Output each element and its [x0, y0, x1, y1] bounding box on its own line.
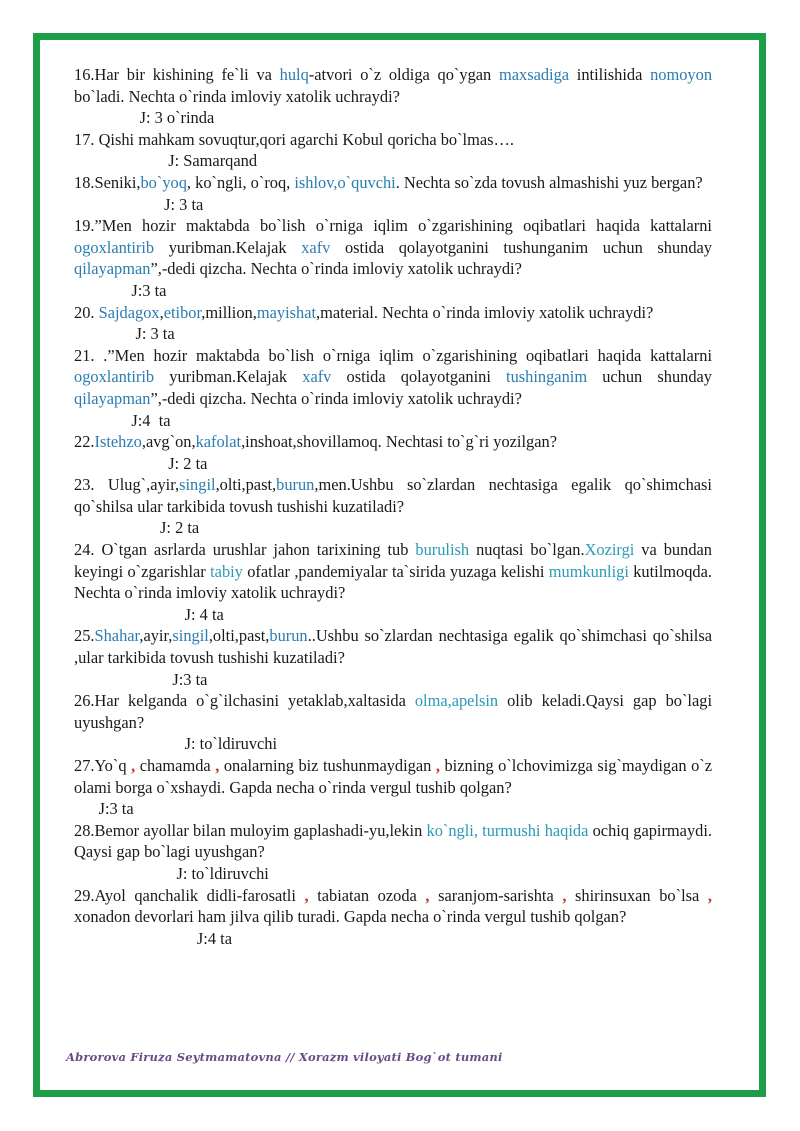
- text-segment: 24. O`tgan asrlarda urushlar jahon tarixining tub: [74, 540, 416, 560]
- text-segment: 27.Yo`q: [74, 756, 132, 775]
- question-block: [74, 172, 712, 215]
- text-segment: 17. Qishi mahkam sovuqtur,qori agarchi Kobul qoricha bo`lmas….: [74, 129, 514, 149]
- text-segment: 25.: [74, 626, 95, 646]
- text-segment: 20.: [74, 302, 99, 322]
- question-block: [74, 690, 712, 755]
- text-segment: yuribman.Kelajak: [154, 237, 302, 257]
- highlighted-word: xafv: [302, 367, 332, 387]
- text-segment: . Nechta so`zda tovush almashishi yuz bergan?: [395, 172, 703, 192]
- text-segment: tabiatan ozoda: [308, 885, 426, 905]
- text-segment: yuribman.Kelajak: [154, 367, 303, 387]
- question-block: [74, 345, 712, 431]
- highlighted-word: qilayapman: [74, 388, 151, 408]
- answer-line: J: 2 ta: [74, 453, 208, 473]
- answer-line: J: to`ldiruvchi: [74, 863, 269, 883]
- highlighted-word: tushinganim: [506, 367, 588, 387]
- text-segment: 22.: [74, 432, 95, 452]
- question-text: [74, 625, 712, 668]
- highlighted-word: hulq: [279, 65, 309, 84]
- text-segment: ..Ushbu so`zlardan nechtasiga egalik qo`shimchasi qo`shilsa ,ular tarkibida tovush tushishi kuzatiladi?: [74, 626, 712, 668]
- text-segment: ,avg`on,: [141, 432, 196, 452]
- text-segment: va bundan keyingi o`zgarishlar: [74, 540, 712, 581]
- text-segment: 18.Seniki,: [74, 172, 141, 192]
- text-segment: ”,-dedi qizcha. Nechta o`rinda imloviy xatolik uchraydi?: [150, 388, 522, 408]
- text-segment: intilishida: [569, 65, 651, 84]
- answer-line: J: to`ldiruvchi: [74, 734, 278, 754]
- highlighted-word: ishlov,o`quvchi: [294, 172, 396, 192]
- highlighted-word: qilayapman: [74, 259, 151, 279]
- text-segment: 26.Har kelganda o`g`ilchasini yetaklab,xaltasida: [74, 691, 415, 711]
- text-segment: saranjom-sarishta: [429, 885, 563, 905]
- question-text: [74, 302, 712, 324]
- text-segment: ostida qolayotganini tushunganim uchun shunday: [330, 237, 712, 257]
- highlighted-word: Sajdagox: [98, 302, 160, 322]
- question-text: [74, 215, 712, 280]
- missing-comma-mark: ,: [304, 885, 309, 905]
- missing-comma-mark: ,: [425, 885, 430, 905]
- missing-comma-mark: ,: [435, 756, 440, 775]
- question-text: [74, 431, 712, 453]
- answer-line: J: 3 ta: [74, 194, 204, 214]
- answer-line: J:4 ta: [74, 928, 232, 948]
- text-segment: ,material. Nechta o`rinda imloviy xatolik uchraydi?: [316, 302, 654, 322]
- highlighted-word: burulish: [415, 540, 470, 560]
- highlighted-word: xafv: [301, 237, 331, 257]
- highlighted-word: mumkunligi: [548, 561, 629, 581]
- text-segment: onalarning biz tushunmaydigan: [219, 756, 436, 775]
- question-text: [74, 885, 712, 928]
- highlighted-word: nomoyon: [650, 65, 713, 84]
- question-block: [74, 474, 712, 539]
- text-segment: ,men.Ushbu so`zlardan nechtasiga egalik qo`shimchasi qo`shilsa ular tarkibida tovush tushishi kuzatiladi?: [74, 475, 712, 516]
- question-block: [74, 215, 712, 301]
- missing-comma-mark: ,: [562, 885, 567, 905]
- question-text: [74, 755, 712, 798]
- question-block: [74, 885, 712, 950]
- answer-line: J:3 ta: [74, 799, 134, 819]
- text-segment: bo`ladi. Nechta o`rinda imloviy xatolik uchraydi?: [74, 86, 400, 106]
- text-segment: ochiq gapirmaydi. Qaysi gap bo`lagi uyushgan?: [74, 820, 712, 862]
- question-block: [74, 820, 712, 885]
- question-block: [74, 431, 712, 474]
- text-segment: nuqtasi bo`lgan.: [469, 540, 585, 560]
- highlighted-word: olma,apelsin: [414, 691, 499, 711]
- text-segment: ”,-dedi qizcha. Nechta o`rinda imloviy xatolik uchraydi?: [150, 259, 522, 279]
- question-block: [74, 625, 712, 690]
- question-block: [74, 539, 712, 625]
- highlighted-word: etibor: [163, 302, 202, 322]
- highlighted-word: burun: [276, 475, 315, 495]
- text-segment: ,million,: [201, 302, 257, 322]
- highlighted-word: Xozirgi: [584, 540, 635, 560]
- highlighted-word: tabiy: [210, 561, 243, 581]
- text-segment: olib keladi.Qaysi gap bo`lagi uyushgan?: [74, 691, 712, 732]
- text-segment: ,: [159, 302, 164, 322]
- question-text: [74, 64, 712, 107]
- highlighted-word: ko`ngli, turmushi haqida: [426, 820, 589, 840]
- text-segment: 16.Har bir kishining fe`li va: [74, 65, 280, 84]
- text-segment: ,inshoat,shovillamoq. Nechtasi to`g`ri yozilgan?: [241, 432, 557, 452]
- text-segment: 23. Ulug`,ayir,: [74, 475, 180, 495]
- highlighted-word: singil: [179, 475, 216, 495]
- highlighted-word: ogoxlantirib: [74, 367, 155, 387]
- text-segment: chamamda: [135, 756, 216, 775]
- text-segment: ostida qolayotganini: [331, 367, 507, 387]
- answer-line: J: 3 o`rinda: [74, 108, 215, 128]
- text-segment: 21. .”Men hozir maktabda bo`lish o`rniga iqlim o`zgarishining oqibatlari haqida kattalarni: [74, 345, 712, 365]
- missing-comma-mark: ,: [215, 756, 220, 775]
- answer-line: J:3 ta: [74, 280, 167, 300]
- question-block: [74, 755, 712, 820]
- page-frame: [33, 33, 766, 1097]
- text-segment: 19.”Men hozir maktabda bo`lish o`rniga iqlim o`zgarishining oqibatlari haqida kattalarni: [74, 216, 712, 236]
- question-block: [74, 64, 712, 129]
- text-segment: uchun shunday: [587, 367, 713, 387]
- text-segment: shirinsuxan bo`lsa: [566, 885, 708, 905]
- missing-comma-mark: ,: [131, 756, 136, 775]
- author-footer: Abrorova Firuza Seytmamatovna // Xorazm viloyati Bog`ot tumani: [66, 1050, 503, 1064]
- missing-comma-mark: ,: [707, 885, 712, 905]
- question-text: [74, 345, 712, 410]
- answer-line: J:3 ta: [74, 669, 208, 689]
- text-segment: xonadon devorlari ham jilva qilib turadi. Gapda necha o`rinda vergul tushib qolgan?: [74, 907, 627, 927]
- text-segment: 29.Ayol qanchalik didli-farosatli: [74, 885, 305, 905]
- text-segment: bizning o`lchovimizga sig`maydigan o`z olami borga o`xshaydi. Gapda necha o`rinda vergul tushib qolgan?: [74, 756, 713, 797]
- text-segment: 28.Bemor ayollar bilan muloyim gaplashadi-yu,lekin: [74, 820, 427, 840]
- highlighted-word: kafolat: [195, 432, 242, 452]
- question-text: [74, 690, 712, 733]
- highlighted-word: mayishat: [256, 302, 317, 322]
- answer-line: J: 4 ta: [74, 604, 224, 624]
- highlighted-word: burun: [269, 626, 308, 646]
- highlighted-word: singil: [172, 626, 209, 646]
- question-text: [74, 820, 712, 863]
- question-list: [74, 64, 712, 949]
- question-text: [74, 474, 712, 517]
- question-text: [74, 172, 712, 194]
- text-segment: ,ayir,: [139, 626, 173, 646]
- text-segment: , ko`ngli, o`roq,: [186, 172, 295, 192]
- highlighted-word: Istehzo: [94, 432, 142, 452]
- question-block: [74, 302, 712, 345]
- highlighted-word: ogoxlantirib: [74, 237, 155, 257]
- answer-line: J: 3 ta: [74, 324, 175, 344]
- text-segment: kutilmoqda. Nechta o`rinda imloviy xatolik uchraydi?: [74, 561, 712, 603]
- text-segment: -atvori o`z oldiga qo`ygan: [308, 65, 499, 84]
- highlighted-word: bo`yoq: [140, 172, 187, 192]
- text-segment: ofatlar ,pandemiyalar ta`sirida yuzaga kelishi: [242, 561, 549, 581]
- answer-line: J: Samarqand: [74, 151, 258, 171]
- text-segment: ,olti,past,: [215, 475, 277, 495]
- text-segment: ,olti,past,: [208, 626, 270, 646]
- answer-line: J:4 ta: [74, 410, 171, 430]
- question-text: [74, 129, 712, 151]
- answer-line: J: 2 ta: [74, 518, 200, 538]
- highlighted-word: maxsadiga: [498, 65, 570, 84]
- highlighted-word: Shahar: [94, 626, 140, 646]
- question-text: [74, 539, 712, 604]
- question-block: [74, 129, 712, 172]
